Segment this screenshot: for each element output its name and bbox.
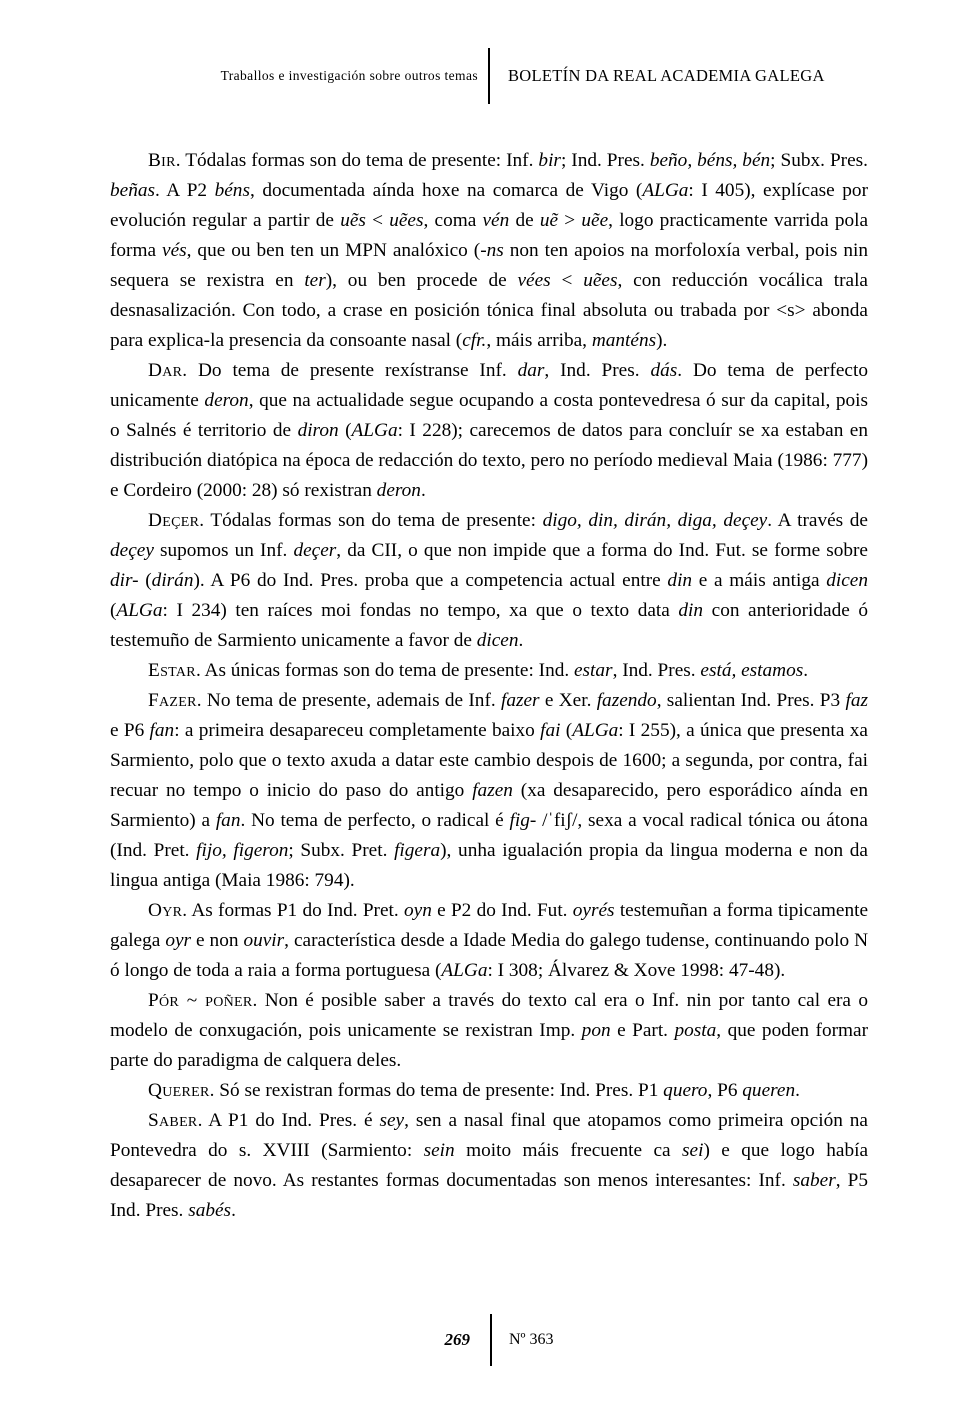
verb-form: fig- [509,810,537,831]
body-text-run: de [509,210,540,231]
verb-form: din [667,570,693,591]
verb-form: queren [742,1080,796,1101]
page-footer [0,1312,975,1368]
body-text-run: . As formas P1 do Ind. Pret. [182,900,404,921]
page-header [0,47,975,105]
header-section-title: Traballos e investigación sobre outros temas [220,68,478,83]
article-body [110,146,868,1226]
verb-form: deçey [110,540,154,561]
body-text-run: , característica desde a Idade Media do galego tudense, continuando polo N ó longo de toda a raia a forma portuguesa ( [110,930,868,981]
body-text-run: ; Subx. Pret. [288,840,395,861]
verb-form: sei [682,1140,704,1161]
verb-form: dirán [151,570,194,591]
verb-form: dir- [110,570,139,591]
body-text-run: . Do tema de presente rexístranse Inf. [182,360,518,381]
body-text-run: . [803,660,809,681]
body-text-run: ), ou ben procede de [325,270,518,291]
body-text-run: , salientan Ind. Pres. P3 [656,690,846,711]
body-text-run: , logo practicamente varrida pola forma [110,210,869,261]
body-text-run: , documentada aínda hoxe na comarca de Vigo ( [249,180,643,201]
body-text-run: < [365,210,390,231]
body-text-run: e non [191,930,244,951]
body-text-run: . [231,1200,236,1221]
body-text-run: /ˈfiʃ/, sexa a vocal radical tónica ou átona (Ind. Pret. [110,810,868,861]
verb-form: uẽes [389,210,424,231]
verb-form: vées [517,270,551,291]
verb-form: sein [423,1140,455,1161]
body-text-run: , máis arriba, [486,330,592,351]
body-text-run: ) e que logo había desaparecer de novo. As restantes formas documentadas son menos interesantes: Inf. [110,1140,868,1191]
body-text-run: (xa desaparecido, pero esporádico aínda en Sarmiento) a [110,780,868,831]
body-text-run: , con reducción vocálica trala desnasalización. Con todo, a crase en posición tónica final absoluta ou trabada por <s> abonda para explica-la presencia da consoante nasal ( [110,270,868,351]
body-text-run: non ten apoios na morfoloxía verbal, pois nin sequera se rexistra en [110,240,869,291]
body-text-run: testemuñan a forma tipicamente galega [110,900,868,951]
body-text-run: : I 228); carecemos de datos para concluír se xa estaban en distribución diatópica na época de redacción do texto, pero no período medieval Maia (1986: 777) e Cordeiro (2000: 28) só rexistran [110,420,868,501]
verb-form: cfr. [462,330,487,351]
body-text-run: > [558,210,582,231]
entry-headword: Pór ~ poñer [148,990,253,1011]
body-text-run: ( [110,600,117,621]
entry-headword: Querer [148,1080,210,1101]
body-text-run: , sen a nasal final que atopamos como primeira opción na Pontevedra do s. XVIII (Sarmiento: [110,1110,868,1161]
body-text-run: ). A P6 do Ind. Pres. proba que a competencia actual entre [193,570,668,591]
body-text-run: e Xer. [539,690,597,711]
verb-form: dicen [476,630,519,651]
verb-form: figera [394,840,441,861]
verb-form: pon [581,1020,611,1041]
verb-form: fai [540,720,561,741]
verb-form: faz [845,690,868,711]
entry-paragraph [110,146,868,356]
body-text-run: . A P2 [154,180,215,201]
verb-form: beño, béns, bén [649,150,771,171]
verb-form: digo, din, dirán, diga, deçey [542,510,768,531]
body-text-run: . No tema de perfecto, o radical é [240,810,510,831]
body-text-run: . Tódalas formas son do tema de presente: Inf. [175,150,539,171]
body-text-run: e a máis antiga [692,570,827,591]
body-text-run: ), unha igualación propia da lingua moderna e non da lingua antiga (Maia 1986: 794). [110,840,868,891]
verb-form: ter [304,270,326,291]
body-text-run: ). [656,330,668,351]
body-text-run: , que ou ben ten un MPN analóxico ( [186,240,481,261]
body-text-run: ( [138,570,152,591]
entry-headword: Fazer [148,690,197,711]
body-text-run: , que na actualidade segue ocupando a costa pontevedresa ó sur da capital, pois o Salnés é territorio de [110,390,868,441]
body-text-run: . A P1 do Ind. Pres. é [197,1110,380,1131]
entry-paragraph [110,1076,868,1106]
verb-form: ALGa [572,720,619,741]
entry-paragraph [110,986,868,1076]
body-text-run: , coma [423,210,483,231]
verb-form: ALGa [642,180,689,201]
body-text-run: ( [338,420,352,441]
body-text-run: . Tódalas formas son do tema de presente: [199,510,543,531]
entry-headword: Estar [148,660,196,681]
verb-form: deron [204,390,249,411]
page-number: 269 [444,1330,470,1349]
body-text-run: . A través de [767,510,868,531]
entry-headword: Deçer [148,510,200,531]
body-text-run: ; Subx. Pres. [770,150,868,171]
body-text-run: , Ind. Pres. [544,360,651,381]
verb-form: sey [379,1110,405,1131]
verb-form: beñas [110,180,155,201]
entry-paragraph [110,686,868,896]
entry-paragraph [110,1106,868,1226]
body-text-run: , Ind. Pres. [612,660,701,681]
body-text-run: ( [560,720,573,741]
body-text-run: e Part. [610,1020,675,1041]
verb-form: fan [149,720,175,741]
verb-form: está, estamos [700,660,804,681]
verb-form: fan [215,810,241,831]
body-text-run: , que poden formar parte do paradigma de calquera deles. [110,1020,868,1071]
verb-form: uẽe [581,210,609,231]
verb-form: ALGa [116,600,163,621]
body-text-run: . [420,480,426,501]
verb-form: din [678,600,704,621]
entry-headword: Saber [148,1110,198,1131]
verb-form: fazer [501,690,540,711]
verb-form: sabés [188,1200,232,1221]
body-text-run: e P2 do Ind. Fut. [431,900,573,921]
verb-form: uẽ [539,210,559,231]
verb-form: manténs [591,330,657,351]
body-text-run: : I 405), explícase por evolución regular a partir de [110,180,868,231]
verb-form: diron [297,420,339,441]
verb-form: ouvir [243,930,285,951]
verb-form: vés [162,240,187,261]
body-text-run: : a primeira desapareceu completamente baixo [174,720,541,741]
verb-form: estar [574,660,613,681]
verb-form: dar [517,360,545,381]
body-text-run: . Non é posible saber a través do texto cal era o Inf. nin por tanto cal era o modelo de conxugación, pois unicamente se rexistran Imp. [110,990,868,1041]
entry-paragraph [110,506,868,656]
verb-form: deçer [293,540,337,561]
body-text-run: . [518,630,524,651]
verb-form: saber [792,1170,836,1191]
issue-number: Nº 363 [509,1331,554,1348]
verb-form: ALGa [441,960,488,981]
body-text-run: , da CII, o que non impide que a forma do Ind. Fut. se forme sobre [336,540,868,561]
verb-form: vén [482,210,510,231]
body-text-run: : I 255), a única que presenta xa Sarmiento, polo que o texto axuda a datar este cambio despois de 1600; a segunda, por contra, fai recuar no tempo o inicio do paso do antigo [110,720,868,801]
body-text-run: . As únicas formas son do tema de presente: Ind. [195,660,574,681]
verb-form: fijo, figeron [196,840,289,861]
entry-headword: Oyr [148,900,183,921]
entry-paragraph [110,656,868,686]
body-text-run: : I 308; Álvarez & Xove 1998: 47-48). [487,960,786,981]
entry-headword: Dar [148,360,183,381]
body-text-run: . Do tema de perfecto unicamente [110,360,868,411]
verb-form: -ns [480,240,504,261]
body-text-run: : I 234) ten raíces moi fondas no tempo, xa que o texto data [162,600,679,621]
body-text-run: supomos un Inf. [153,540,294,561]
entry-paragraph [110,356,868,506]
body-text-run: , P6 [707,1080,743,1101]
verb-form: bir [538,150,561,171]
body-text-run: < [550,270,584,291]
verb-form: oyn [404,900,432,921]
verb-form: uẽes [583,270,618,291]
header-journal-title: BOLETÍN DA REAL ACADEMIA GALEGA [508,66,825,85]
verb-form: oyr [165,930,192,951]
verb-form: fazendo [596,690,657,711]
verb-form: ALGa [351,420,398,441]
verb-form: deron [376,480,421,501]
verb-form: oyrés [572,900,615,921]
body-text-run: e P6 [110,720,150,741]
verb-form: dicen [826,570,868,591]
body-text-run: . No tema de presente, ademais de Inf. [196,690,501,711]
body-text-run: con anterioridade ó testemuño de Sarmiento unicamente a favor de [110,600,868,651]
verb-form: fazen [472,780,513,801]
body-text-run: . Só se rexistran formas do tema de presente: Ind. Pres. P1 [209,1080,664,1101]
entry-headword: Bir [148,150,176,171]
body-text-run: moito máis frecuente ca [454,1140,683,1161]
verb-form: posta [674,1020,717,1041]
entry-paragraph [110,896,868,986]
verb-form: quero [663,1080,708,1101]
body-text-run: , P5 Ind. Pres. [110,1170,868,1221]
verb-form: dás [650,360,678,381]
verb-form: béns [214,180,250,201]
body-text-run: . [795,1080,800,1101]
body-text-run: ; Ind. Pres. [560,150,650,171]
verb-form: uẽs [340,210,366,231]
